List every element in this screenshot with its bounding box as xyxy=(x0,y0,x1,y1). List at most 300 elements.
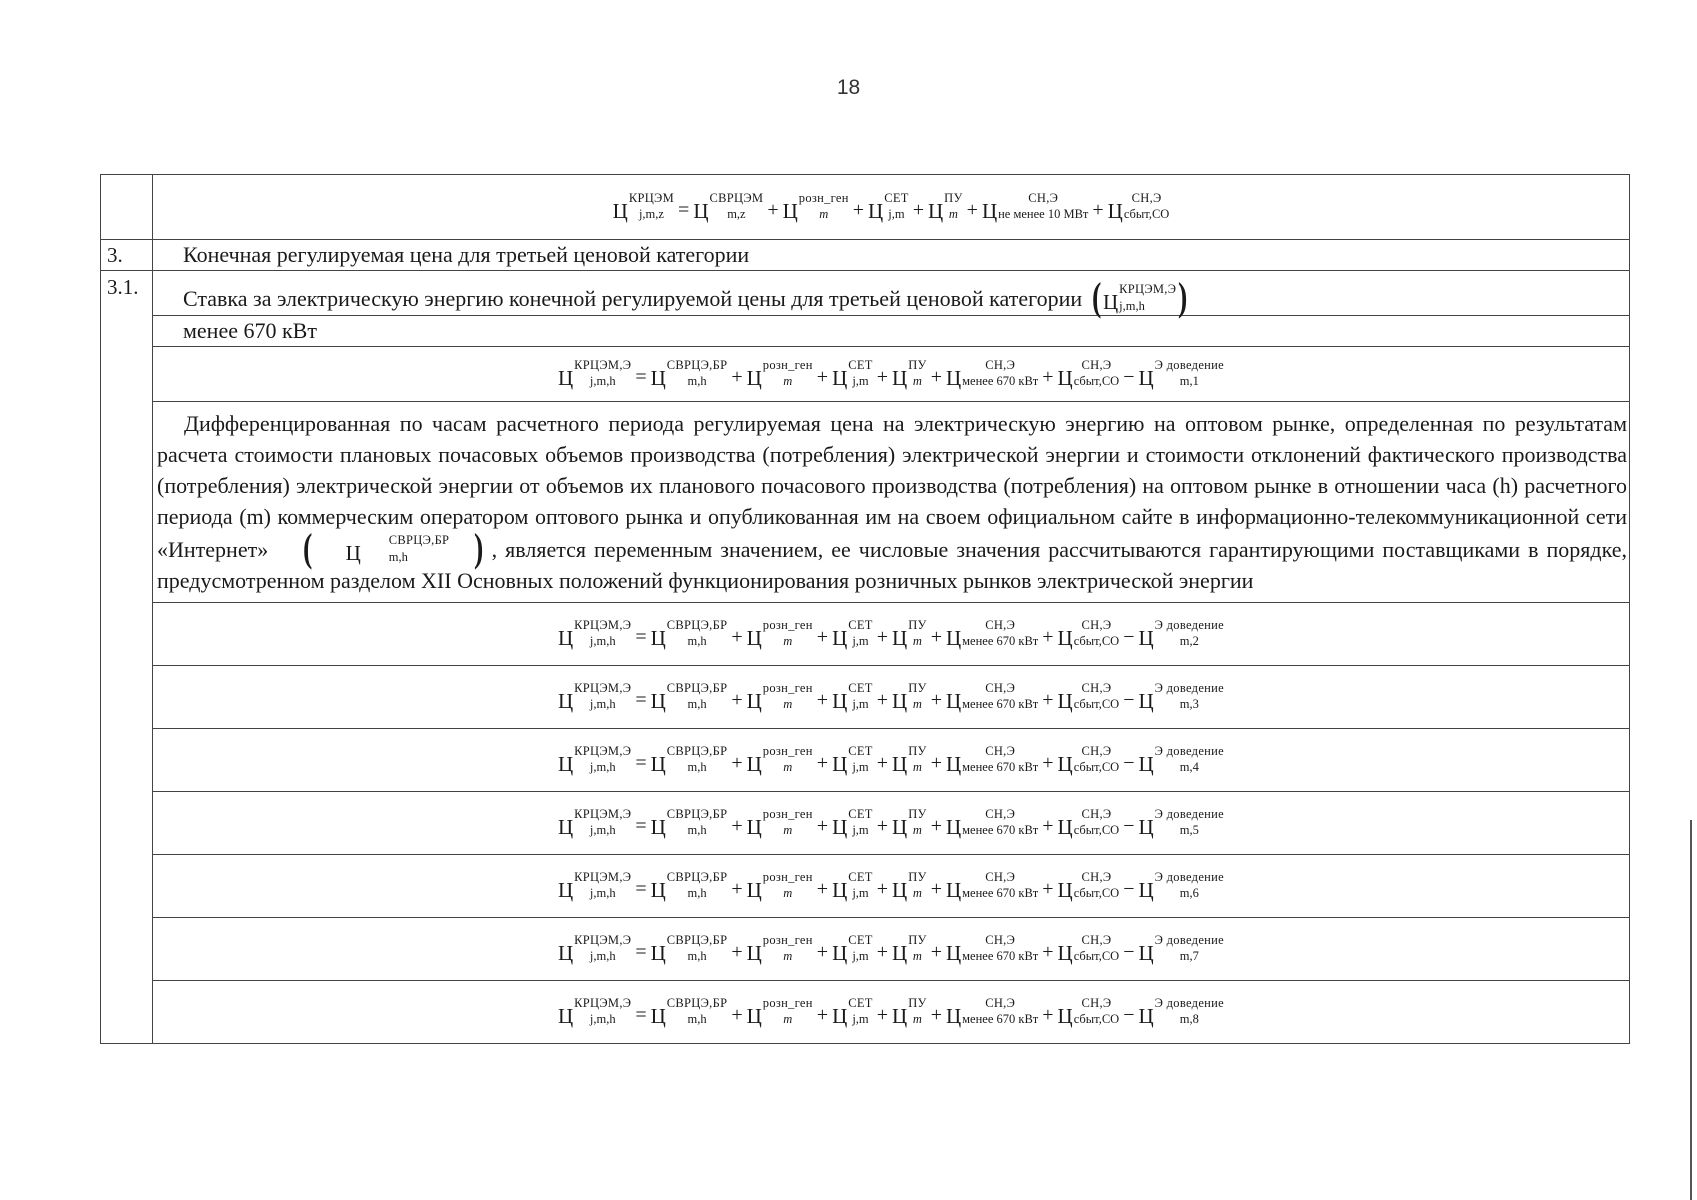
operator: + xyxy=(1042,1003,1054,1026)
term-scripts xyxy=(667,997,728,1027)
operator: + xyxy=(930,365,942,388)
term-base: Ц xyxy=(928,198,944,223)
term-scripts xyxy=(763,934,813,964)
term-base: Ц xyxy=(1138,814,1154,839)
term-scripts xyxy=(1074,619,1119,649)
term-subscript: j,m xyxy=(852,886,869,900)
term-superscript: Э доведение xyxy=(1154,869,1224,884)
term-base: Ц xyxy=(1057,688,1073,713)
term-base: Ц xyxy=(557,365,574,390)
equals-sign: = xyxy=(635,1003,647,1026)
formula-term xyxy=(946,619,1038,649)
term-base: Ц xyxy=(650,625,666,650)
term-base: Ц xyxy=(832,940,848,965)
term-superscript: КРЦЭМ,Э xyxy=(574,806,632,821)
row-number-empty xyxy=(101,175,153,240)
term-subscript: j,m,h xyxy=(589,949,616,963)
operator: + xyxy=(816,814,829,837)
operator: + xyxy=(930,814,942,837)
table-row xyxy=(101,981,1630,1044)
operator: − xyxy=(1123,751,1135,774)
table-row xyxy=(101,729,1630,792)
operator: + xyxy=(930,625,942,648)
term-base: Ц xyxy=(650,940,666,965)
term-scripts xyxy=(1074,359,1119,389)
formula-term xyxy=(1108,192,1170,222)
term-subscript: j,m xyxy=(852,374,869,388)
term-subscript: m,5 xyxy=(1179,823,1199,837)
term-scripts xyxy=(1119,283,1176,313)
term-subscript: не менее 10 МВт xyxy=(998,207,1089,221)
term-scripts xyxy=(908,682,926,712)
term-scripts xyxy=(848,997,873,1027)
term-scripts xyxy=(848,871,873,901)
term-superscript: КРЦЭМ,Э xyxy=(574,869,632,884)
term-base: Ц xyxy=(945,877,962,902)
page-number: 18 xyxy=(836,76,861,99)
term-superscript: Э доведение xyxy=(1154,357,1224,372)
term-scripts xyxy=(962,997,1038,1027)
operator: + xyxy=(876,877,889,900)
formula-cell xyxy=(153,855,1630,918)
term-base: Ц xyxy=(1057,625,1073,650)
term-subscript: j,m xyxy=(852,1012,869,1026)
term-subscript: j,m xyxy=(852,760,869,774)
term-scripts xyxy=(848,934,873,964)
formula-krcem-670kw xyxy=(558,359,1224,389)
term-base: Ц xyxy=(832,877,848,902)
term-base: Ц xyxy=(782,198,798,223)
operator: + xyxy=(767,198,779,221)
term-subscript: сбыт,СО xyxy=(1073,760,1120,774)
table-row xyxy=(101,347,1630,402)
term-scripts xyxy=(763,745,813,775)
formula-term xyxy=(651,934,728,964)
term-scripts xyxy=(574,619,631,649)
term-subscript: j,m xyxy=(888,207,905,221)
term-superscript: Э доведение xyxy=(1154,806,1224,821)
term-subscript: менее 670 кВт xyxy=(962,374,1039,388)
term-base: Ц xyxy=(557,688,574,713)
term-scripts xyxy=(1124,192,1169,222)
term-base: Ц xyxy=(892,814,908,839)
term-subscript: m,6 xyxy=(1179,886,1199,900)
term-superscript: розн_ген xyxy=(762,357,813,372)
term-scripts xyxy=(1155,997,1224,1027)
term-scripts xyxy=(667,808,728,838)
term-subscript: j,m xyxy=(852,823,869,837)
operator: + xyxy=(930,1003,942,1026)
term-base: Ц xyxy=(650,877,666,902)
formula-term xyxy=(651,745,728,775)
term-subscript: сбыт,СО xyxy=(1073,949,1120,963)
term-superscript: розн_ген xyxy=(762,869,813,884)
formula-term xyxy=(1138,745,1224,775)
term-base: Ц xyxy=(892,688,908,713)
paragraph-symbol: ( Ц СВРЦЭ,БР m,h ) xyxy=(303,525,484,570)
formula-variant xyxy=(558,997,1224,1027)
formula-term xyxy=(651,359,728,389)
formula-term xyxy=(693,192,763,222)
operator: + xyxy=(731,940,743,963)
formula-term xyxy=(946,682,1038,712)
formula-variant xyxy=(558,934,1224,964)
term-superscript: СЕТ xyxy=(884,190,909,205)
formula-term xyxy=(832,934,873,964)
term-base: Ц xyxy=(892,365,908,390)
term-superscript: ПУ xyxy=(908,932,927,947)
formula-term xyxy=(832,745,873,775)
term-subscript: j,m xyxy=(852,634,869,648)
term-scripts xyxy=(962,808,1038,838)
formula-term xyxy=(946,934,1038,964)
term-superscript: СВРЦЭ,БР xyxy=(666,995,728,1010)
term-superscript: СЕТ xyxy=(848,995,873,1010)
term-base: Ц xyxy=(650,751,666,776)
formula-cell xyxy=(153,918,1630,981)
term-scripts xyxy=(962,871,1038,901)
formula-variant xyxy=(558,619,1224,649)
term-subscript: менее 670 кВт xyxy=(962,760,1039,774)
term-superscript: СЕТ xyxy=(848,743,873,758)
operator: + xyxy=(876,365,889,388)
term-base: Ц xyxy=(832,365,848,390)
operator: + xyxy=(1042,940,1054,963)
formula-term xyxy=(892,808,927,838)
formula-term xyxy=(1058,682,1120,712)
term-base: Ц xyxy=(1138,365,1154,390)
term-scripts xyxy=(908,808,926,838)
operator: + xyxy=(930,877,942,900)
term-base: Ц xyxy=(612,198,628,223)
formula-term xyxy=(747,997,813,1027)
operator: − xyxy=(1123,1003,1135,1026)
term-subscript: j,m,h xyxy=(589,886,616,900)
term-scripts xyxy=(908,997,926,1027)
term-scripts xyxy=(848,619,873,649)
term-superscript: Э доведение xyxy=(1154,995,1224,1010)
term-superscript: СН,Э xyxy=(1081,995,1112,1010)
table-row xyxy=(101,792,1630,855)
term-base: Ц xyxy=(981,198,998,223)
table-row xyxy=(101,316,1630,347)
term-subscript: менее 670 кВт xyxy=(962,823,1039,837)
term-scripts xyxy=(1074,745,1119,775)
term-scripts xyxy=(763,682,813,712)
operator: − xyxy=(1123,365,1135,388)
term-subscript: сбыт,СО xyxy=(1073,886,1120,900)
term-subscript: j,m,z xyxy=(638,207,664,221)
term-superscript: СН,Э xyxy=(1081,869,1112,884)
term-scripts xyxy=(1074,808,1119,838)
term-base: Ц xyxy=(832,1003,848,1028)
term-scripts xyxy=(574,808,631,838)
formula-term xyxy=(892,359,927,389)
formula-term xyxy=(651,619,728,649)
formula-term xyxy=(1058,359,1120,389)
term-scripts xyxy=(763,997,813,1027)
term-subscript: j,m,h xyxy=(589,634,616,648)
term-scripts xyxy=(667,359,728,389)
operator: + xyxy=(876,1003,889,1026)
term-superscript: розн_ген xyxy=(762,806,813,821)
formula-term xyxy=(747,359,813,389)
operator: + xyxy=(731,751,743,774)
term-scripts xyxy=(962,359,1038,389)
term-subscript: m,3 xyxy=(1179,697,1199,711)
term-superscript: КРЦЭМ,Э xyxy=(574,932,632,947)
term-scripts xyxy=(1155,682,1224,712)
term-scripts xyxy=(574,682,631,712)
term-superscript: ПУ xyxy=(944,190,963,205)
term-superscript: КРЦЭМ,Э xyxy=(574,743,632,758)
formula-term xyxy=(1058,934,1120,964)
term-base: Ц xyxy=(557,1003,574,1028)
term-subscript: m,h xyxy=(687,697,707,711)
term-subscript: m xyxy=(783,949,793,963)
term-base: Ц xyxy=(832,751,848,776)
term-superscript: СЕТ xyxy=(848,680,873,695)
term-scripts xyxy=(848,808,873,838)
operator: + xyxy=(852,198,865,221)
term-subscript: m xyxy=(783,886,793,900)
formula-term xyxy=(868,192,909,222)
formula-variant xyxy=(558,682,1224,712)
term-superscript: СВРЦЭМ xyxy=(709,190,764,205)
term-subscript: сбыт,СО xyxy=(1123,207,1170,221)
formula-term xyxy=(1138,997,1224,1027)
formula-term xyxy=(558,871,631,901)
term-subscript: m,4 xyxy=(1179,760,1199,774)
operator: + xyxy=(731,1003,743,1026)
term-superscript: СН,Э xyxy=(985,743,1016,758)
term-superscript: ПУ xyxy=(908,869,927,884)
term-superscript: розн_ген xyxy=(762,617,813,632)
term-superscript: СВРЦЭ,БР xyxy=(666,617,728,632)
term-subscript: m,7 xyxy=(1179,949,1199,963)
term-superscript: СН,Э xyxy=(1028,190,1059,205)
term-superscript: СН,Э xyxy=(1081,932,1112,947)
operator: + xyxy=(930,751,942,774)
term-superscript: КРЦЭМ,Э xyxy=(574,357,632,372)
operator: − xyxy=(1123,877,1135,900)
term-superscript: СВРЦЭ,БР xyxy=(666,680,728,695)
term-scripts xyxy=(667,619,728,649)
subsection-title-cell xyxy=(153,271,1630,319)
formula-term xyxy=(832,619,873,649)
term-base: Ц xyxy=(945,365,962,390)
table-row xyxy=(101,603,1630,666)
term-base: Ц xyxy=(1107,198,1123,223)
operator: − xyxy=(1123,688,1135,711)
term-subscript: m,8 xyxy=(1179,1012,1199,1026)
formula-term xyxy=(558,359,631,389)
term-superscript: СН,Э xyxy=(1081,680,1112,695)
term-superscript: КРЦЭМ,Э xyxy=(574,680,632,695)
formula-term xyxy=(1058,808,1120,838)
term-subscript: m,h xyxy=(687,760,707,774)
term-base: Ц xyxy=(557,751,574,776)
term-scripts xyxy=(574,871,631,901)
term-subscript: сбыт,СО xyxy=(1073,1012,1120,1026)
operator: − xyxy=(1123,940,1135,963)
operator: + xyxy=(1092,198,1104,221)
equals-sign: = xyxy=(678,198,690,221)
formula-term xyxy=(1058,997,1120,1027)
term-scripts xyxy=(763,619,813,649)
equals-sign: = xyxy=(635,877,647,900)
term-scripts xyxy=(763,871,813,901)
formula-term xyxy=(892,745,927,775)
term-subscript: менее 670 кВт xyxy=(962,634,1039,648)
operator: + xyxy=(876,814,889,837)
formula-variant xyxy=(558,808,1224,838)
subsection-title: Ставка за электрическую энергию конечной регулируемой цены для третьей ценовой категории xyxy=(183,286,1083,311)
term-superscript: СН,Э xyxy=(985,357,1016,372)
term-base: Ц xyxy=(892,751,908,776)
term-subscript: m xyxy=(912,1012,922,1026)
formula-term xyxy=(558,934,631,964)
term-scripts xyxy=(908,745,926,775)
term-scripts xyxy=(1155,871,1224,901)
term-scripts xyxy=(1155,619,1224,649)
term-subscript: m xyxy=(783,374,793,388)
operator: + xyxy=(876,751,889,774)
term-superscript: СЕТ xyxy=(848,357,873,372)
term-subscript: m,h xyxy=(687,886,707,900)
table-row xyxy=(101,175,1630,240)
term-subscript: m xyxy=(948,207,958,221)
term-base: Ц xyxy=(1138,751,1154,776)
term-subscript: m,h xyxy=(687,823,707,837)
term-base: Ц xyxy=(945,814,962,839)
term-superscript: СВРЦЭ,БР xyxy=(666,869,728,884)
term-subscript: m xyxy=(912,886,922,900)
term-subscript: j,m,h xyxy=(589,760,616,774)
term-superscript: розн_ген xyxy=(762,743,813,758)
term-superscript: СВРЦЭ,БР xyxy=(666,743,728,758)
term-superscript: Э доведение xyxy=(1154,680,1224,695)
formula-term xyxy=(651,871,728,901)
term-scripts xyxy=(1074,682,1119,712)
term-subscript: m xyxy=(912,374,922,388)
formula-term xyxy=(558,745,631,775)
term-scripts xyxy=(574,934,631,964)
term-subscript: m xyxy=(912,823,922,837)
term-scripts xyxy=(1074,997,1119,1027)
formula-term xyxy=(946,871,1038,901)
term-base: Ц xyxy=(746,625,762,650)
term-scripts xyxy=(848,682,873,712)
term-scripts xyxy=(962,682,1038,712)
formula-cell xyxy=(153,792,1630,855)
term-scripts xyxy=(574,997,631,1027)
term-superscript: розн_ген xyxy=(798,190,849,205)
term-superscript: ПУ xyxy=(908,357,927,372)
term-scripts xyxy=(799,192,849,222)
operator: + xyxy=(1042,365,1054,388)
operator: + xyxy=(930,688,942,711)
section-number: 3.1. xyxy=(101,271,153,1044)
regulation-table xyxy=(100,174,1630,1044)
term-scripts xyxy=(763,359,813,389)
formula-term xyxy=(1058,745,1120,775)
term-subscript: m xyxy=(912,760,922,774)
term-base: Ц xyxy=(1057,1003,1073,1028)
term-base: Ц xyxy=(892,940,908,965)
term-scripts xyxy=(908,934,926,964)
operator: + xyxy=(731,877,743,900)
operator: + xyxy=(731,688,743,711)
formula-term xyxy=(747,682,813,712)
term-scripts xyxy=(1155,808,1224,838)
equals-sign: = xyxy=(635,625,647,648)
formula-term xyxy=(928,192,963,222)
operator: + xyxy=(731,625,743,648)
formula-term xyxy=(747,871,813,901)
term-superscript: Э доведение xyxy=(1154,932,1224,947)
formula-term xyxy=(558,808,631,838)
term-superscript: розн_ген xyxy=(762,680,813,695)
term-base: Ц xyxy=(746,1003,762,1028)
term-base: Ц xyxy=(832,814,848,839)
term-base: Ц xyxy=(1138,625,1154,650)
term-subscript: j,m,h xyxy=(589,823,616,837)
term-base: Ц xyxy=(557,877,574,902)
term-superscript: ПУ xyxy=(908,995,927,1010)
formula-term xyxy=(558,682,631,712)
operator: + xyxy=(912,198,924,221)
term-superscript: СН,Э xyxy=(1081,617,1112,632)
operator: + xyxy=(1042,814,1054,837)
formula-term xyxy=(946,997,1038,1027)
formula-term xyxy=(946,808,1038,838)
equals-sign: = xyxy=(635,751,647,774)
term-base: Ц xyxy=(945,751,962,776)
formula-term xyxy=(832,808,873,838)
table-row xyxy=(101,402,1630,603)
operator: + xyxy=(731,814,743,837)
formula-term xyxy=(558,997,631,1027)
section-title: Конечная регулируемая цена для третьей ценовой категории xyxy=(153,240,1630,271)
formula-krcem-10mw xyxy=(613,192,1170,222)
term-base: Ц xyxy=(945,940,962,965)
operator: + xyxy=(816,365,829,388)
term-subscript: j,m,h xyxy=(1119,298,1145,313)
formula-cell xyxy=(153,603,1630,666)
term-base: Ц xyxy=(650,365,666,390)
term-scripts xyxy=(908,619,926,649)
formula-cell xyxy=(153,729,1630,792)
term-scripts xyxy=(962,619,1038,649)
operator: + xyxy=(1042,625,1054,648)
subsection-subtitle: менее 670 кВт xyxy=(153,316,1630,347)
term-base: Ц xyxy=(832,688,848,713)
formula-term xyxy=(1138,682,1224,712)
formula-term xyxy=(832,997,873,1027)
equals-sign: = xyxy=(635,688,647,711)
formula-term xyxy=(1138,871,1224,901)
table-row xyxy=(101,240,1630,271)
subsection-symbol: ( Ц КРЦЭМ,Э j,m,h ) xyxy=(1091,274,1188,319)
formula-variant xyxy=(558,745,1224,775)
term-superscript: СН,Э xyxy=(985,932,1016,947)
term-superscript: СН,Э xyxy=(1081,357,1112,372)
formula-cell xyxy=(153,347,1630,402)
term-subscript: m xyxy=(912,949,922,963)
term-scripts xyxy=(667,745,728,775)
formula-term xyxy=(747,745,813,775)
